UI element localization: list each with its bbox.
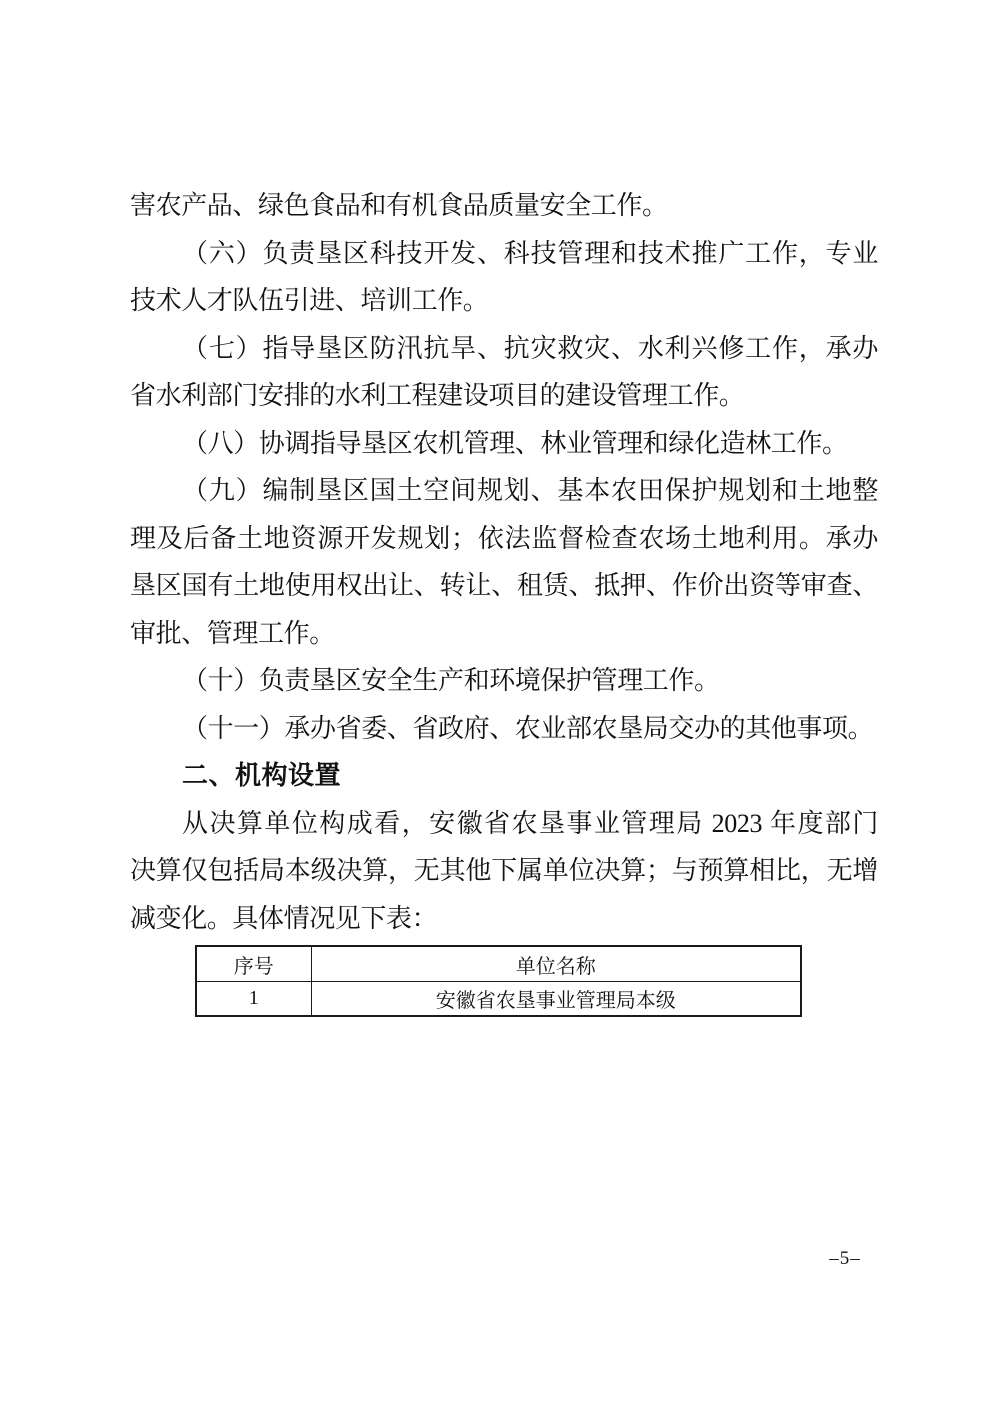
text-line: 省水利部门安排的水利工程建设项目的建设管理工作。 [130,381,745,410]
page-number: –5– [829,1248,861,1269]
table-header-cell: 序号 [196,946,311,982]
section-heading: 二、机构设置 [182,760,342,790]
text-line: 垦区国有土地使用权出让、转让、租赁、抵押、作价出资等审查、 [130,571,878,600]
text-line: 决算仅包括局本级决算，无其他下属单位决算；与预算相比，无增 [130,856,878,885]
table-cell: 安徽省农垦事业管理局本级 [311,982,801,1017]
table-cell: 1 [196,982,311,1017]
text-line: 害农产品、绿色食品和有机食品质量安全工作。 [130,191,668,220]
text-line: （七）指导垦区防汛抗旱、抗灾救灾、水利兴修工作，承办 [182,333,878,363]
text-line: 减变化。具体情况见下表： [130,903,438,933]
text-line: 技术人才队伍引进、培训工作。 [130,286,489,315]
text-line: （九）编制垦区国土空间规划、基本农田保护规划和土地整 [182,476,878,505]
table-header-row [196,946,801,982]
text-line: 理及后备土地资源开发规划；依法监督检查农场土地利用。承办 [130,523,878,553]
units-table [195,945,802,1017]
table-row [196,982,801,1017]
table-header-cell: 单位名称 [311,946,801,982]
text-line: （十）负责垦区安全生产和环境保护管理工作。 [182,666,720,695]
text-line: （十一）承办省委、省政府、农业部农垦局交办的其他事项。 [182,713,874,743]
text-line: （八）协调指导垦区农机管理、林业管理和绿化造林工作。 [182,428,848,458]
text-line: （六）负责垦区科技开发、科技管理和技术推广工作，专业 [182,238,878,268]
text-line: 审批、管理工作。 [130,618,335,648]
body-text [130,182,878,942]
text-line: 从决算单位构成看，安徽省农垦事业管理局 2023 年度部门 [182,808,878,838]
